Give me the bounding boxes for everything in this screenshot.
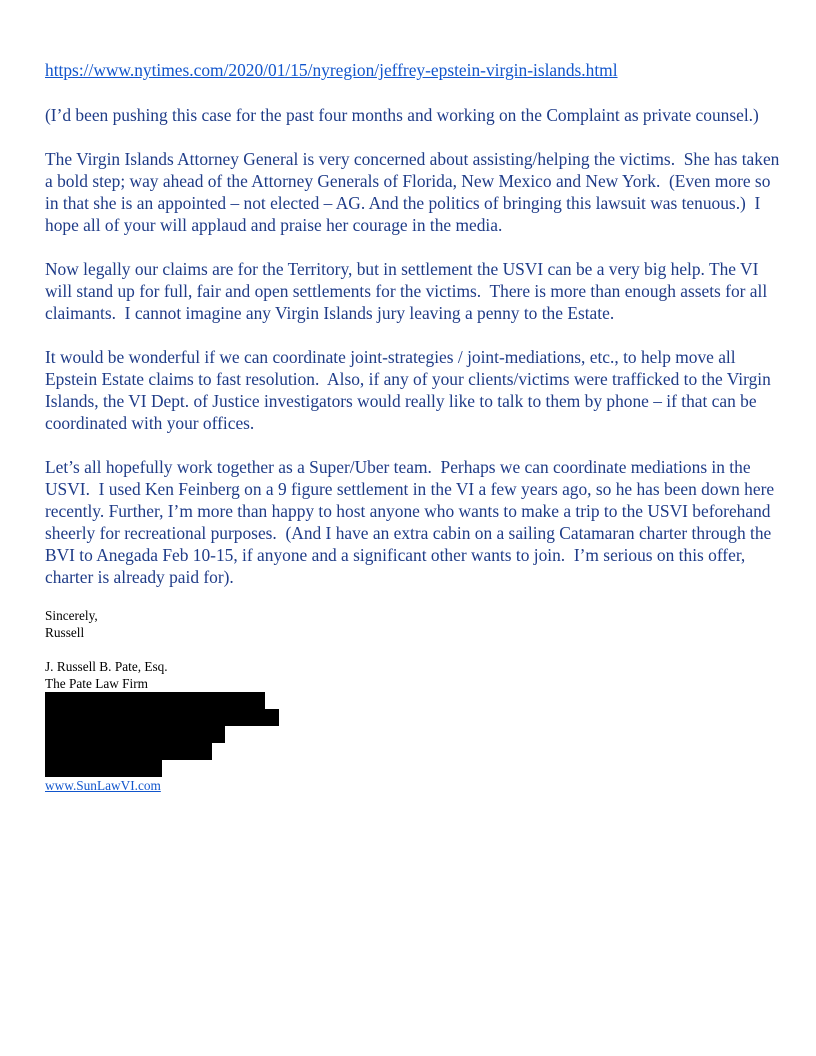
signature-firm: The Pate Law Firm [45,676,149,691]
signature-full-name: J. Russell B. Pate, Esq. [45,659,168,674]
redaction-bar [45,709,279,726]
redaction-bar [45,743,212,760]
paragraph-private-counsel: (I’d been pushing this case for the past four months and working on the Complaint as private counsel.) [45,105,759,125]
paragraph-attorney-general: The Virgin Islands Attorney General is very concerned about assisting/helping the victims. She has taken a bold step; way ahead of the Attorney Generals of Florida, New Mexico and New York. (Even more so in that she is an appointed – not elected – AG. And the politics of bringing this lawsuit was tenuous.) I hope all of your will applaud and praise her courage in the media. [45,149,784,235]
paragraph-team-mediations: Let’s all hopefully work together as a Super/Uber team. Perhaps we can coordinate mediations in the USVI. I used Ken Feinberg on a 9 figure settlement in the VI a few years ago, so he has been down here recently. Further, I’m more than happy to host anyone who wants to make a trip to the USVI beforehand sheerly for recreational purposes. (And I have an extra cabin on a sailing Catamaran charter through the BVI to Anegada Feb 10-15, if anyone and a significant other wants to join. I’m serious on this offer, charter is already paid for). [45,457,779,587]
closing-name: Russell [45,625,85,640]
closing-block [45,607,780,641]
letter-body [45,59,784,794]
paragraph-coordinate-strategies: It would be wonderful if we can coordinate joint-strategies / joint-mediations, etc., to help move all Epstein Estate claims to fast resolution. Also, if any of your clients/victims were trafficked to the Virgin Islands, the VI Dept. of Justice investigators would really like to talk to them by phone – if that can be coordinated with your offices. [45,347,776,433]
redaction-bar [45,726,225,743]
signature-block [45,658,780,794]
redaction-bar [45,760,162,777]
website-link[interactable]: www.SunLawVI.com [45,778,161,793]
nytimes-article-link[interactable]: https://www.nytimes.com/2020/01/15/nyregion/jeffrey-epstein-virgin-islands.html [45,60,618,80]
redaction-bar [45,692,265,709]
paragraph-settlement: Now legally our claims are for the Territory, but in settlement the USVI can be a very big help. The VI will stand up for full, fair and open settlements for the victims. There is more than enough assets for all claimants. I cannot imagine any Virgin Islands jury leaving a penny to the Estate. [45,259,772,323]
closing-salutation: Sincerely, [45,608,98,623]
